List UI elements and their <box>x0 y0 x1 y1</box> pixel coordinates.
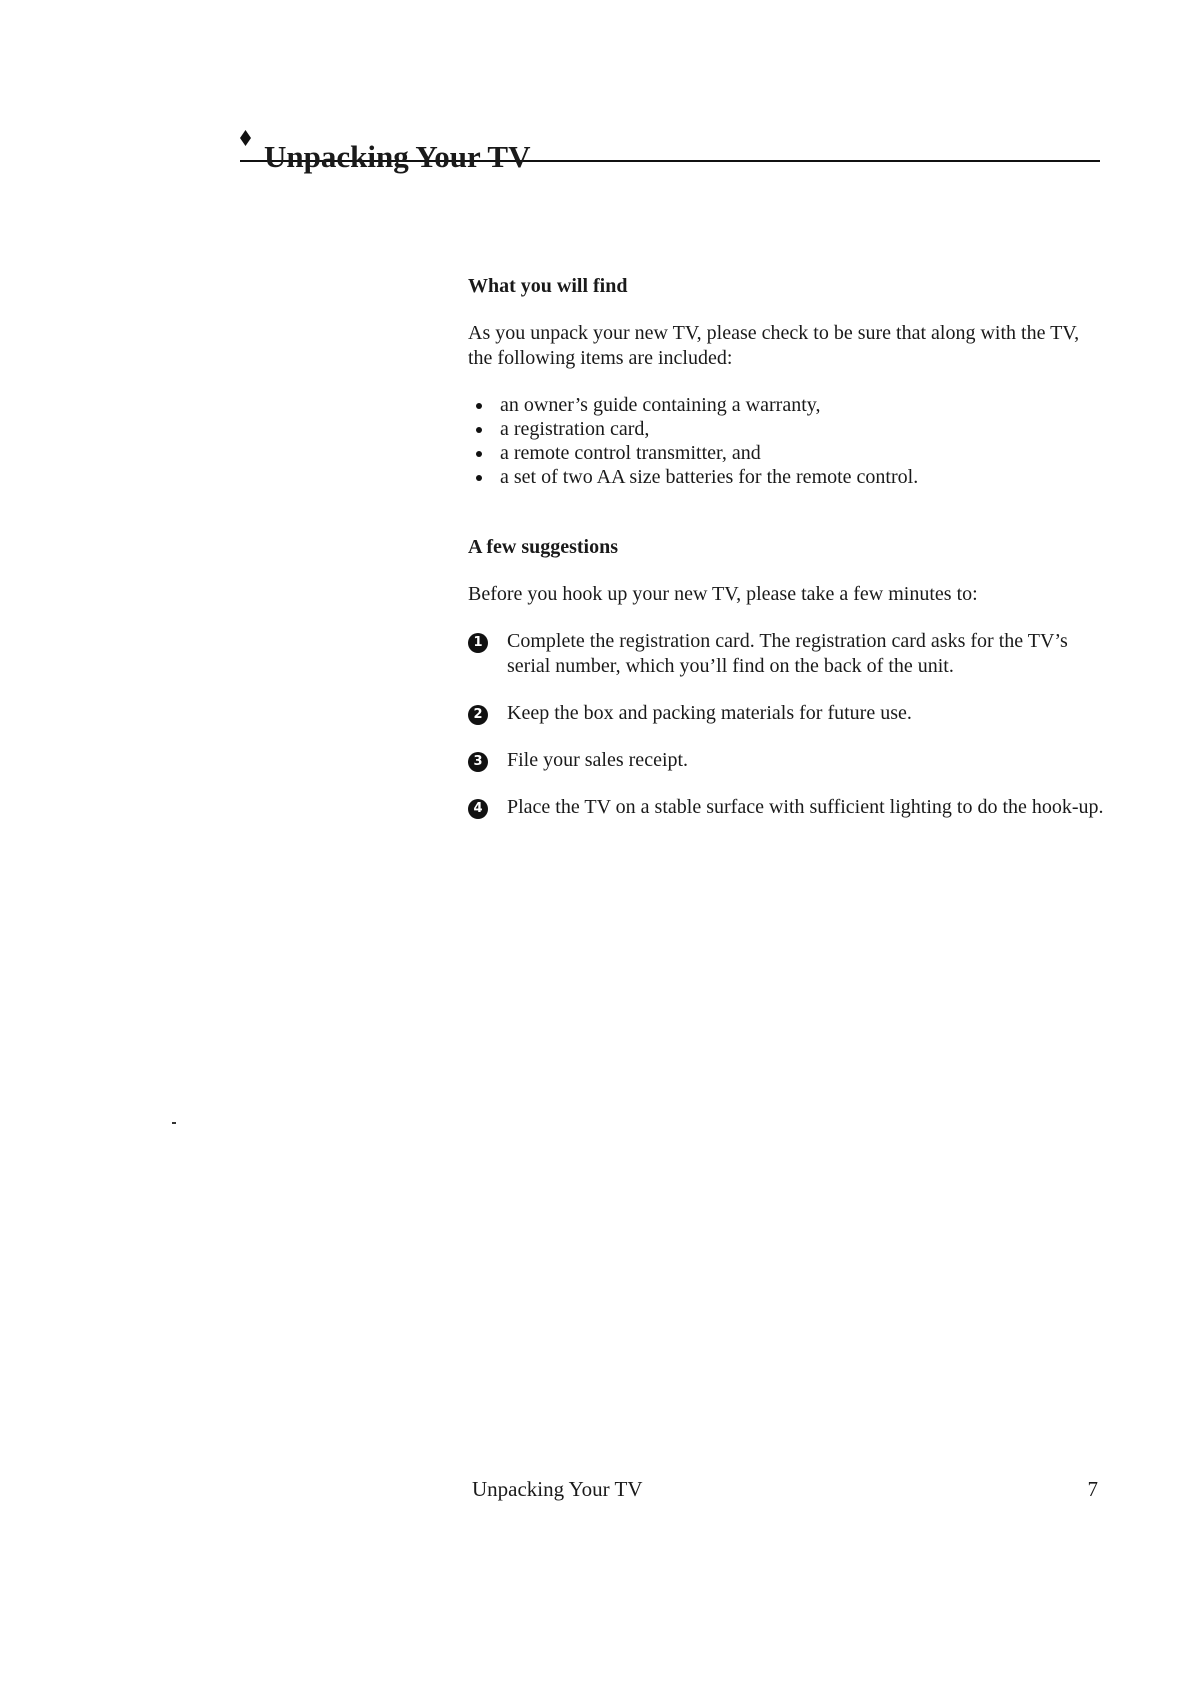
page-number: 7 <box>1087 1477 1098 1501</box>
step-item <box>468 795 1108 820</box>
section-heading: A few suggestions <box>468 536 619 558</box>
bullet-icon <box>476 451 482 457</box>
step-text: Complete the registration card. The registration card asks for the TV’s serial number, which you’ll find on the back of the unit. <box>507 630 1068 677</box>
page-title: Unpacking Your TV <box>264 138 531 174</box>
step-number-icon: 3 <box>468 752 488 772</box>
suggestions-list <box>468 629 1108 820</box>
step-item <box>468 701 1108 726</box>
list-item <box>468 441 1108 465</box>
step-number-icon: 1 <box>468 633 488 653</box>
bullet-icon <box>476 475 482 481</box>
step-text: Keep the box and packing materials for future use. <box>507 702 912 724</box>
main-content <box>468 274 1108 842</box>
list-item <box>468 393 1108 417</box>
list-item-text: a set of two AA size batteries for the remote control. <box>500 466 919 488</box>
list-item <box>468 465 1108 489</box>
list-item-text: a registration card, <box>500 418 650 440</box>
list-item-text: a remote control transmitter, and <box>500 442 761 464</box>
page-header <box>240 112 1100 174</box>
step-text: File your sales receipt. <box>507 749 689 771</box>
bullet-icon <box>476 427 482 433</box>
list-item <box>468 417 1108 441</box>
section-a-few-suggestions <box>468 535 1108 820</box>
footer-title: Unpacking Your TV <box>472 1477 643 1501</box>
step-number-icon: 4 <box>468 799 488 819</box>
section-heading: What you will find <box>468 275 628 297</box>
section-intro: As you unpack your new TV, please check to be sure that along with the TV, the following items are included: <box>468 322 1080 369</box>
included-items-list <box>468 393 1108 489</box>
list-item-text: an owner’s guide containing a warranty, <box>500 394 821 416</box>
section-intro: Before you hook up your new TV, please take a few minutes to: <box>468 583 978 605</box>
section-what-you-will-find <box>468 274 1108 489</box>
step-number-icon: 2 <box>468 705 488 725</box>
bullet-icon <box>476 403 482 409</box>
step-item <box>468 629 1108 679</box>
step-text: Place the TV on a stable surface with sufficient lighting to do the hook-up. <box>507 796 1104 818</box>
diamond-icon <box>240 130 251 146</box>
step-item <box>468 748 1108 773</box>
scan-speck <box>172 1122 176 1124</box>
